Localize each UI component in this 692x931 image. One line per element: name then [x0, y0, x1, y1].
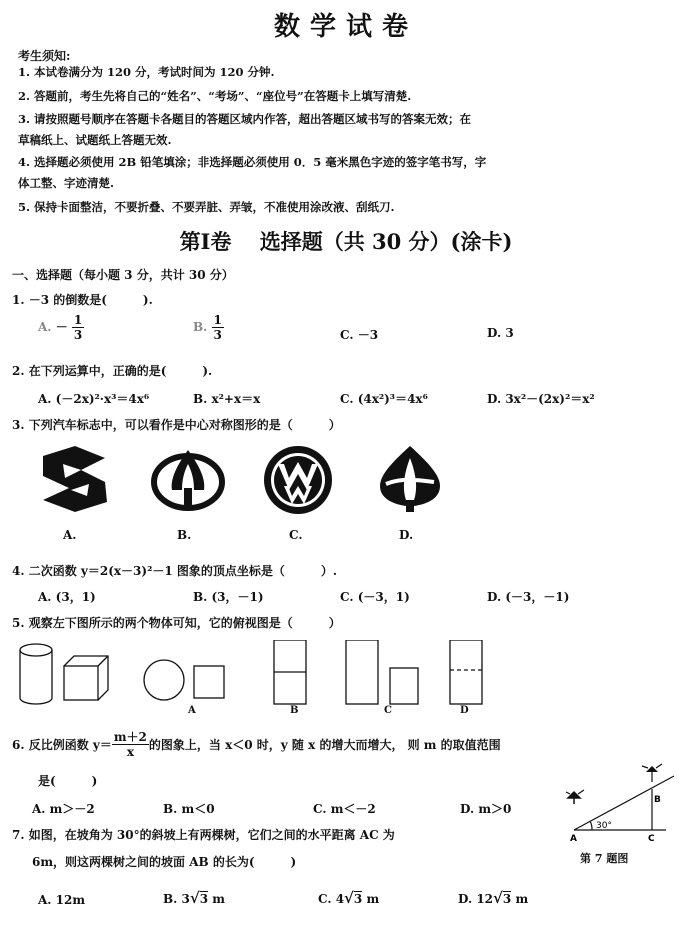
q7-d-unit: m	[515, 892, 529, 906]
q2-option-c: C. (4x²)³＝4x⁶	[340, 392, 428, 406]
q3-label-a: A.	[63, 528, 77, 542]
note-5: 5. 保持卡面整洁，不要折叠、不要弄脏、弄皱，不准使用涂改液、刮纸刀.	[18, 200, 395, 214]
q1-a-label: A.	[38, 320, 52, 334]
q4-option-a: A. (3，1)	[38, 590, 96, 604]
q7-b-pre: B. 3	[163, 892, 190, 906]
q1-option-c: C. －3	[340, 328, 379, 342]
fig-angle-label: 30°	[596, 821, 612, 831]
q1-option-a	[38, 313, 84, 342]
q5-label-d: D	[460, 705, 469, 716]
option-d-rect	[450, 640, 482, 704]
q7-option-c	[318, 889, 379, 907]
q7-slope-figure	[562, 762, 682, 846]
q6-option-b: B. m＜0	[163, 802, 215, 816]
q1-b-num: 1	[213, 313, 222, 327]
part-title: 一、选择题（每小题 3 分，共计 30 分）	[12, 268, 234, 282]
q1-b-den: 3	[213, 328, 222, 342]
q1-a-fraction	[72, 313, 84, 342]
q1-option-b	[193, 313, 224, 342]
q2-option-a: A. (－2x)²·x³＝4x⁶	[38, 392, 150, 406]
q7-c-unit: m	[366, 892, 380, 906]
q3-label-c: C.	[289, 528, 303, 542]
q3-stem: 3. 下列汽车标志中，可以看作是中心对称图形的是（ ）	[12, 418, 341, 432]
option-c-square	[390, 668, 418, 704]
q6-stem-pre: 6. 反比例函数 y＝	[12, 738, 112, 752]
q6-stem-post: 的图象上，当 x＜0 时，y 随 x 的增大而增大， 则 m 的取值范围	[148, 738, 501, 752]
note-4: 4. 选择题必须使用 2B 铅笔填涂；非选择题必须使用 0．5 毫米黑色字迹的签字笔书写，字	[18, 155, 487, 169]
option-c-rect	[346, 640, 378, 704]
q4-option-b: B. (3，－1)	[193, 590, 264, 604]
q4-option-c: C. (－3，1)	[340, 590, 410, 604]
cube-shape	[64, 666, 98, 700]
q7-c-sqrt-icon: √	[344, 889, 354, 907]
q5-stem: 5. 观察左下图所示的两个物体可知，它的俯视图是（ ）	[12, 616, 341, 630]
q7-d-rad: 3	[502, 892, 512, 906]
q6-frac-num: m＋2	[113, 730, 147, 744]
q7-stem-line1: 7. 如图，在坡角为 30°的斜坡上有两棵树，它们之间的水平距离 AC 为	[12, 828, 395, 842]
q5-label-b: B	[290, 705, 299, 716]
faw-logo	[148, 444, 228, 514]
q6-frac-den: x	[126, 745, 134, 759]
fig-point-c: C	[648, 834, 655, 844]
note-1: 1. 本试卷满分为 120 分，考试时间为 120 分钟.	[18, 65, 275, 79]
angle-arc	[590, 821, 592, 830]
volkswagen-logo	[262, 444, 334, 516]
q7-b-unit: m	[212, 892, 225, 906]
q7-option-a: A. 12m	[38, 893, 86, 907]
option-a-circle	[144, 660, 184, 700]
q1-b-label: B.	[193, 320, 208, 334]
q6-option-a: A. m＞－2	[32, 802, 95, 816]
chery-logo	[376, 444, 444, 514]
note-4-cont: 体工整、字迹清楚.	[18, 176, 115, 190]
notes-header: 考生须知:	[18, 49, 71, 63]
tree-icons	[566, 764, 662, 804]
q5-label-a: A	[188, 705, 196, 716]
suzuki-logo	[35, 444, 115, 514]
note-3-cont: 草稿纸上、试题纸上答题无效.	[18, 133, 172, 147]
q7-d-pre: D. 12	[458, 892, 494, 906]
q3-label-d: D.	[399, 528, 414, 542]
q4-option-d: D. (－3，－1)	[487, 590, 570, 604]
fig-point-a: A	[570, 834, 577, 844]
q7-c-rad: 3	[353, 892, 363, 906]
q6-stem	[12, 730, 501, 759]
q5-label-c: C	[384, 705, 392, 716]
q2-option-d: D. 3x²－(2x)²＝x²	[487, 392, 595, 406]
q1-option-d: D. 3	[487, 326, 514, 340]
q4-stem: 4. 二次函数 y＝2(x－3)²－1 图象的顶点坐标是（ ）.	[12, 564, 338, 578]
q1-a-den: 3	[73, 328, 83, 342]
q1-a-num: 1	[73, 313, 83, 327]
q2-option-b: B. x²+x＝x	[193, 392, 261, 406]
option-a-square	[194, 666, 224, 698]
q7-c-pre: C. 4	[318, 892, 345, 906]
q6-option-c: C. m＜－2	[313, 802, 376, 816]
exam-title: 数学试卷	[273, 12, 418, 42]
note-2: 2. 答题前，考生先将自己的“姓名”、“考场”、“座位号”在答题卡上填写清楚.	[18, 89, 412, 103]
q3-label-b: B.	[177, 528, 192, 542]
q7-stem-line2: 6m，则这两棵树之间的坡面 AB 的长为( )	[32, 855, 297, 869]
q1-a-sign: －	[55, 320, 68, 334]
q7-d-sqrt-icon: √	[493, 889, 503, 907]
note-3: 3. 请按照题号顺序在答题卡各题目的答题区域内作答，超出答题区域书写的答案无效；在	[18, 112, 472, 126]
q7-b-rad: 3	[199, 892, 209, 906]
cylinder-shape	[20, 644, 52, 656]
fig-point-b: B	[654, 795, 661, 805]
q1-stem: 1. －3 的倒数是( ).	[12, 293, 153, 307]
q1-b-fraction	[212, 313, 224, 342]
q6-stem-line2: 是( )	[38, 774, 98, 788]
q2-stem: 2. 在下列运算中，正确的是( ).	[12, 364, 213, 378]
section-title: 第Ⅰ卷 选择题（共 30 分）(涂卡)	[179, 229, 513, 254]
q7-figure-caption: 第 7 题图	[580, 852, 629, 865]
q7-option-b	[163, 889, 225, 907]
q6-fraction	[112, 730, 149, 759]
q6-option-d: D. m＞0	[460, 802, 512, 816]
q5-figures	[14, 640, 494, 720]
q7-option-d	[458, 889, 528, 907]
q7-b-sqrt-icon: √	[189, 889, 200, 907]
